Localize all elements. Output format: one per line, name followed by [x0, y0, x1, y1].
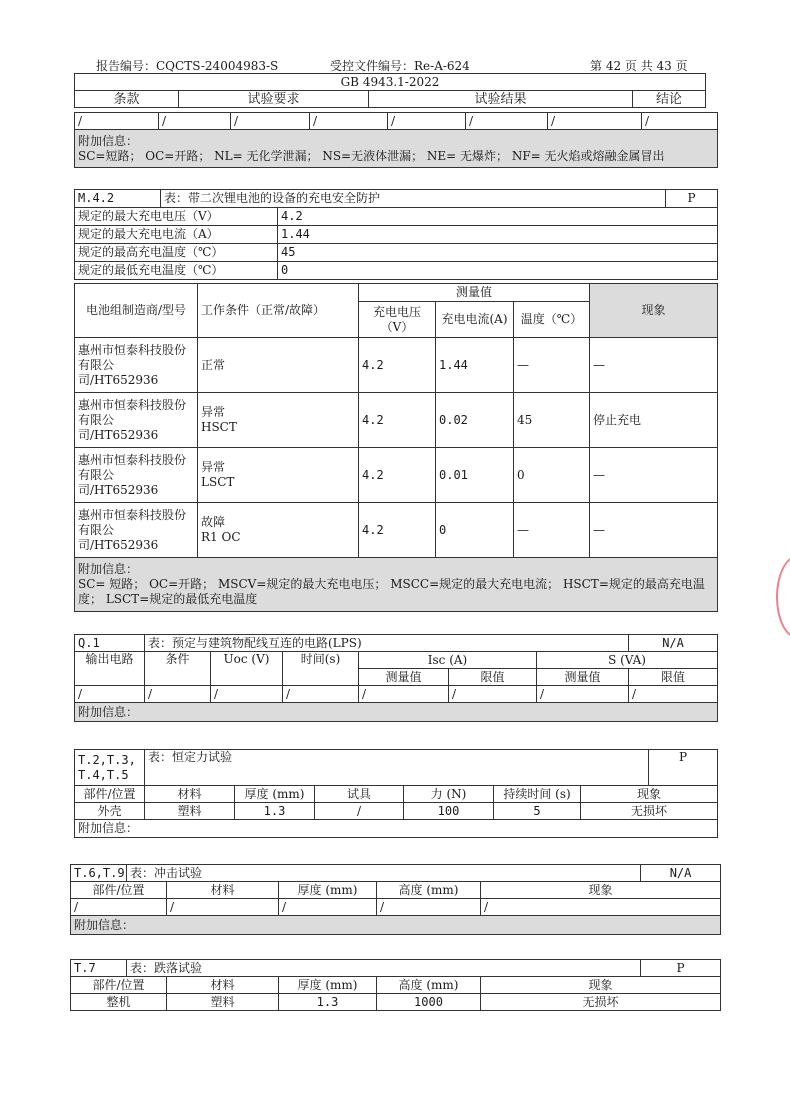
current-cell: 0.02 [436, 393, 514, 448]
t2-clause: T.2,T.3, T.4,T.5 [75, 750, 145, 786]
standard-title: GB 4943.1-2022 [75, 74, 706, 91]
spec-label: 规定的最大充电电压（V） [75, 208, 278, 226]
condition-header: 工作条件（正常/故障） [198, 284, 359, 338]
spec-label: 规定的最大充电电流（A） [75, 226, 278, 244]
seal-stamp-icon [776, 555, 790, 639]
t6-thickness-header: 厚度 (mm) [279, 882, 377, 899]
q1-uoc-header: Uoc (V) [211, 652, 283, 686]
temp-cell: 45 [514, 393, 590, 448]
m42-clause: M.4.2 [75, 190, 161, 208]
continuation-table [74, 112, 718, 168]
q1-table [74, 634, 718, 722]
t7-verdict: P [641, 960, 721, 977]
q1-isc-measured: 测量值 [359, 669, 449, 686]
q1-clause: Q.1 [75, 635, 145, 652]
t6-table [70, 864, 721, 935]
phenomenon-cell: — [590, 448, 718, 503]
voltage-header: 充电电压（V） [359, 302, 436, 338]
slash-cell: / [466, 113, 548, 130]
m42-verdict: P [666, 190, 718, 208]
maker-cell: 惠州市恒泰科技股份有限公司/HT652936 [75, 448, 198, 503]
slash-cell: / [159, 113, 231, 130]
q1-s-measured: 测量值 [537, 669, 629, 686]
current-cell: 1.44 [436, 338, 514, 393]
slash-cell: / [642, 113, 718, 130]
t2-thickness-header: 厚度 (mm) [235, 786, 315, 803]
additional-info-label: 附加信息： [78, 133, 139, 148]
slash-cell: / [537, 686, 629, 703]
t2-verdict: P [649, 750, 718, 786]
duration-cell: 5 [494, 803, 581, 820]
q1-isc-limit: 限值 [449, 669, 537, 686]
q1-s-limit: 限值 [629, 669, 718, 686]
condition-cell: 异常 LSCT [198, 448, 359, 503]
voltage-cell: 4.2 [359, 338, 436, 393]
m42-title: 表：带二次锂电池的设备的充电安全防护 [161, 190, 666, 208]
phenomenon-cell: — [590, 503, 718, 558]
requirement-header: 试验要求 [179, 91, 369, 108]
slash-cell: / [449, 686, 537, 703]
slash-cell: / [279, 899, 377, 916]
additional-info-text: SC=短路； OC=开路； NL= 无化学泄漏； NS=无液体泄漏； NE= 无爆炸； NF= 无火焰或熔融金属冒出 [78, 148, 665, 163]
t2-part-header: 部件/位置 [75, 786, 145, 803]
t7-material-header: 材料 [167, 977, 279, 994]
current-header: 充电电流(A) [436, 302, 514, 338]
t7-table [70, 959, 721, 1011]
q1-isc-header: Isc (A) [359, 652, 537, 669]
m42-measure-table [74, 283, 718, 612]
t7-clause: T.7 [71, 960, 127, 977]
temp-header: 温度（℃） [514, 302, 590, 338]
temp-cell: — [514, 338, 590, 393]
table-row [71, 994, 721, 1011]
additional-info [75, 130, 718, 168]
q1-output-header: 输出电路 [75, 652, 145, 686]
additional-info-text: SC= 短路； OC=开路； MSCV=规定的最大充电电压； MSCC=规定的最大充电电流； HSCT=规定的最高充电温度； LSCT=规定的最低充电温度 [78, 577, 705, 606]
maker-cell: 惠州市恒泰科技股份有限公司/HT652936 [75, 503, 198, 558]
t7-title: 表：跌落试验 [127, 960, 641, 977]
controlled-file-number: 受控文件编号：Re-A-624 [330, 59, 470, 73]
slash-cell: / [310, 113, 388, 130]
spec-value: 45 [278, 244, 718, 262]
voltage-cell: 4.2 [359, 503, 436, 558]
phenomenon-cell: 无损坏 [581, 803, 718, 820]
t6-part-header: 部件/位置 [71, 882, 167, 899]
slash-cell: / [145, 686, 211, 703]
material-cell: 塑料 [145, 803, 235, 820]
thickness-cell: 1.3 [279, 994, 377, 1011]
slash-cell: / [548, 113, 642, 130]
t7-part-header: 部件/位置 [71, 977, 167, 994]
slash-cell: / [283, 686, 359, 703]
t6-clause: T.6,T.9 [71, 865, 127, 882]
tool-cell: / [315, 803, 404, 820]
spec-label: 规定的最低充电温度（℃） [75, 262, 278, 280]
measured-header: 测量值 [359, 284, 590, 302]
t2-table [74, 749, 718, 838]
thickness-cell: 1.3 [235, 803, 315, 820]
slash-cell: / [75, 113, 159, 130]
result-header: 试验结果 [369, 91, 633, 108]
t6-material-header: 材料 [167, 882, 279, 899]
maker-cell: 惠州市恒泰科技股份有限公司/HT652936 [75, 393, 198, 448]
phenomenon-cell: — [590, 338, 718, 393]
current-cell: 0.01 [436, 448, 514, 503]
table-row [75, 686, 718, 703]
t7-phenomenon-header: 现象 [481, 977, 721, 994]
spec-value: 4.2 [278, 208, 718, 226]
t7-thickness-header: 厚度 (mm) [279, 977, 377, 994]
additional-info-label: 附加信息： [78, 562, 139, 576]
additional-info-label: 附加信息： [75, 703, 718, 722]
column-header-table [74, 73, 706, 108]
condition-cell: 异常 HSCT [198, 393, 359, 448]
height-cell: 1000 [377, 994, 481, 1011]
verdict-header: 结论 [633, 91, 706, 108]
page-number: 第 42 页 共 43 页 [590, 59, 688, 73]
q1-condition-header: 条件 [145, 652, 211, 686]
slash-cell: / [377, 899, 481, 916]
table-row [75, 803, 718, 820]
maker-header: 电池组制造商/型号 [75, 284, 198, 338]
t6-verdict: N/A [641, 865, 721, 882]
force-cell: 100 [404, 803, 494, 820]
material-cell: 塑料 [167, 994, 279, 1011]
phenomenon-header: 现象 [590, 284, 718, 338]
q1-title: 表：预定与建筑物配线互连的电路(LPS) [145, 635, 629, 652]
condition-cell: 正常 [198, 338, 359, 393]
table-row [71, 899, 721, 916]
voltage-cell: 4.2 [359, 448, 436, 503]
phenomenon-cell: 无损坏 [481, 994, 721, 1011]
spec-value: 0 [278, 262, 718, 280]
t2-force-header: 力 (N) [404, 786, 494, 803]
voltage-cell: 4.2 [359, 393, 436, 448]
temp-cell: 0 [514, 448, 590, 503]
slash-cell: / [167, 899, 279, 916]
part-cell: 整机 [71, 994, 167, 1011]
slash-cell: / [231, 113, 310, 130]
condition-cell: 故障 R1 OC [198, 503, 359, 558]
q1-s-header: S (VA) [537, 652, 718, 669]
t7-height-header: 高度 (mm) [377, 977, 481, 994]
slash-cell: / [629, 686, 718, 703]
current-cell: 0 [436, 503, 514, 558]
additional-info-label: 附加信息： [75, 820, 718, 838]
temp-cell: — [514, 503, 590, 558]
t2-material-header: 材料 [145, 786, 235, 803]
maker-cell: 惠州市恒泰科技股份有限公司/HT652936 [75, 338, 198, 393]
t2-duration-header: 持续时间 (s) [494, 786, 581, 803]
slash-cell: / [211, 686, 283, 703]
table-row [75, 448, 718, 503]
t6-phenomenon-header: 现象 [481, 882, 721, 899]
additional-info [75, 558, 718, 612]
t6-title: 表：冲击试验 [127, 865, 641, 882]
t2-title: 表：恒定力试验 [145, 750, 649, 786]
table-row [75, 393, 718, 448]
report-number: 报告编号：CQCTS-24004983-S [96, 59, 279, 73]
clause-header: 条款 [75, 91, 179, 108]
q1-verdict: N/A [629, 635, 718, 652]
slash-cell: / [388, 113, 466, 130]
table-row [75, 503, 718, 558]
slash-cell: / [75, 686, 145, 703]
slash-cell: / [71, 899, 167, 916]
t2-phenomenon-header: 现象 [581, 786, 718, 803]
spec-value: 1.44 [278, 226, 718, 244]
spec-label: 规定的最高充电温度（℃） [75, 244, 278, 262]
t6-height-header: 高度 (mm) [377, 882, 481, 899]
q1-time-header: 时间(s) [283, 652, 359, 686]
phenomenon-cell: 停止充电 [590, 393, 718, 448]
m42-table [74, 189, 718, 280]
slash-cell: / [481, 899, 721, 916]
part-cell: 外壳 [75, 803, 145, 820]
slash-cell: / [359, 686, 449, 703]
additional-info-label: 附加信息： [71, 916, 721, 935]
t2-tool-header: 试具 [315, 786, 404, 803]
table-row [75, 338, 718, 393]
